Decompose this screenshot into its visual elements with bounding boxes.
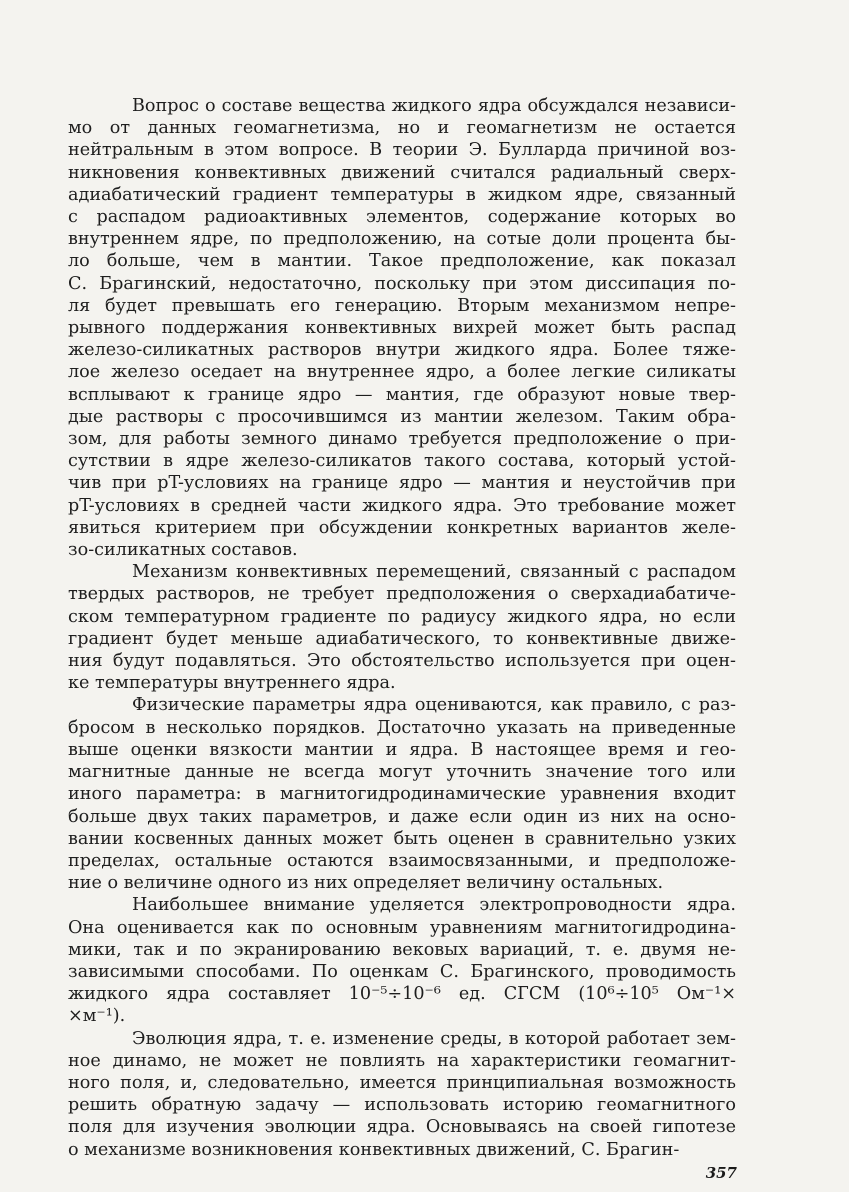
paragraph — [68, 95, 736, 561]
text-line: градиент будет меньше адиабатического, то конвективные движе- — [68, 628, 736, 649]
text-line: зо-силикатных составов. — [68, 540, 298, 561]
text-line: жидкого ядра составляет 10⁻⁵÷10⁻⁶ ед. СГСМ (10⁶÷10⁵ Ом⁻¹× — [68, 984, 736, 1005]
text-line: Вопрос о составе вещества жидкого ядра обсуждался независи- — [132, 96, 736, 116]
page-number: 357 — [705, 1164, 737, 1182]
text-line: мо от данных геомагнетизма, но и геомагнетизм не остается — [68, 118, 736, 139]
text-line: pT-условиях в средней части жидкого ядра. Это требование может — [68, 495, 736, 516]
text-line: Она оценивается как по основным уравнениям магнитогидродина- — [68, 917, 736, 938]
text-line: с распадом радиоактивных элементов, содержание которых во — [68, 207, 736, 228]
text-line: поля для изучения эволюции ядра. Основываясь на своей гипотезе — [68, 1117, 736, 1138]
text-line: ском температурном градиенте по радиусу жидкого ядра, но если — [68, 606, 736, 627]
text-line: зом, для работы земного динамо требуется предположение о при- — [68, 429, 736, 450]
text-line: Физические параметры ядра оцениваются, как правило, с раз- — [132, 695, 736, 716]
text-line: решить обратную задачу — использовать историю геомагнитного — [68, 1095, 736, 1116]
text-line: ке температуры внутреннего ядра. — [68, 673, 396, 694]
text-line: железо-силикатных растворов внутри жидкого ядра. Более тяже- — [68, 340, 736, 361]
text-line: явиться критерием при обсуждении конкретных вариантов желе- — [68, 517, 736, 538]
text-line: никновения конвективных движений считался радиальный сверх- — [68, 162, 736, 183]
text-line: твердых растворов, не требует предположения о сверхадиабатиче- — [68, 584, 736, 605]
text-line: пределах, остальные остаются взаимосвязанными, и предположе- — [68, 850, 736, 871]
text-line: ного поля, и, следовательно, имеется принципиальная возможность — [68, 1072, 736, 1093]
text-line: ×м⁻¹). — [68, 1006, 126, 1027]
text-line: рывного поддержания конвективных вихрей может быть распад — [68, 318, 736, 339]
text-line: выше оценки вязкости мантии и ядра. В настоящее время и гео- — [68, 739, 736, 760]
text-line: всплывают к границе ядро — мантия, где образуют новые твер- — [68, 384, 736, 405]
text-line: ля будет превышать его генерацию. Вторым механизмом непре- — [68, 295, 736, 316]
text-line: магнитные данные не всегда могут уточнить значение того или — [68, 762, 736, 783]
text-line: ние о величине одного из них определяет величину остальных. — [68, 873, 664, 894]
text-line: С. Брагинский, недостаточно, поскольку при этом диссипация по- — [68, 273, 736, 294]
body-text — [68, 95, 736, 1161]
text-line: бросом в несколько порядков. Достаточно указать на приведенные — [68, 717, 736, 738]
paragraph — [68, 561, 736, 694]
paragraph — [68, 894, 736, 1027]
text-line: лое железо оседает на внутреннее ядро, а более легкие силикаты — [68, 362, 736, 383]
text-line: адиабатический градиент температуры в жидком ядре, связанный — [68, 184, 736, 205]
text-line: больше двух таких параметров, и даже если один из них на осно- — [68, 806, 736, 827]
text-line: Наибольшее внимание уделяется электропроводности ядра. — [132, 895, 736, 916]
text-line: Эволюция ядра, т. е. изменение среды, в которой работает зем- — [132, 1028, 736, 1049]
text-line: сутствии в ядре железо-силикатов такого состава, который устой- — [68, 451, 736, 472]
text-line: чив при pT-условиях на границе ядро — мантия и неустойчив при — [68, 473, 736, 494]
paragraph — [68, 694, 736, 894]
text-line: дые растворы с просочившимся из мантии железом. Таким обра- — [68, 406, 736, 427]
text-line: о механизме возникновения конвективных движений, С. Брагин- — [68, 1139, 680, 1160]
text-line: Механизм конвективных перемещений, связанный с распадом — [132, 562, 736, 583]
paragraph — [68, 1028, 736, 1161]
text-line: внутреннем ядре, по предположению, на сотые доли процента бы- — [68, 229, 736, 250]
text-line: мики, так и по экранированию вековых вариаций, т. е. двумя не- — [68, 939, 736, 960]
text-line: зависимыми способами. По оценкам С. Брагинского, проводимость — [68, 961, 736, 982]
text-line: ное динамо, не может не повлиять на характеристики геомагнит- — [68, 1050, 736, 1071]
text-line: иного параметра: в магнитогидродинамические уравнения входит — [68, 784, 736, 805]
text-line: ния будут подавляться. Это обстоятельство используется при оцен- — [68, 651, 736, 672]
text-line: нейтральным в этом вопросе. В теории Э. Булларда причиной воз- — [68, 140, 736, 161]
text-line: ло больше, чем в мантии. Такое предположение, как показал — [68, 251, 736, 272]
text-line: вании косвенных данных может быть оценен в сравнительно узких — [68, 828, 736, 849]
